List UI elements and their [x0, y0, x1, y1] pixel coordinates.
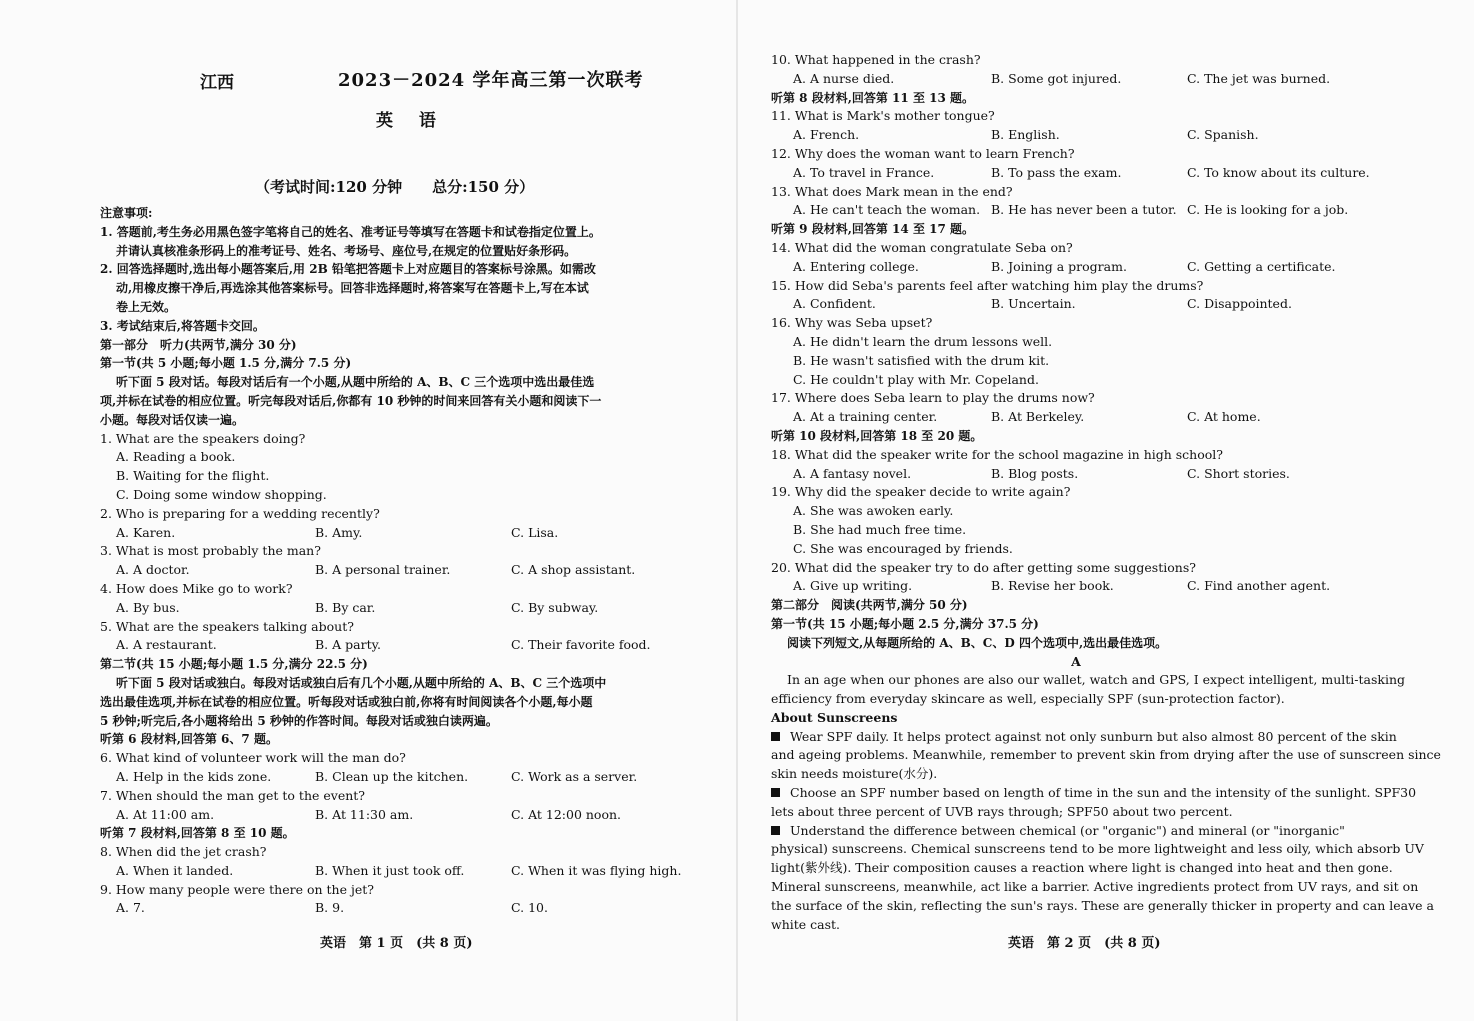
- instruction-line: 听下面 5 段对话。每段对话后有一个小题,从题中所给的 A、B、C 三个选项中选出最佳选: [116, 375, 595, 390]
- instruction-line: 选出最佳选项,并标在试卷的相应位置。听每段对话或独白前,你将有时间阅读各个小题,每小题: [100, 694, 593, 709]
- option-b: B. Waiting for the flight.: [116, 468, 270, 484]
- bullet-text: Understand the difference between chemical (or "organic") and mineral (or "inorganic": [790, 822, 1345, 838]
- option-b: B. He has never been a tutor.: [991, 202, 1177, 218]
- passage-line: [771, 784, 1417, 803]
- section1-heading: 第一节(共 5 小题;每小题 1.5 分,满分 7.5 分): [100, 356, 352, 371]
- material-label: 听第 10 段材料,回答第 18 至 20 题。: [771, 428, 983, 443]
- question-stem: 20. What did the speaker try to do after getting some suggestions?: [771, 559, 1196, 575]
- option-a: A. When it landed.: [116, 862, 234, 878]
- options-row: [771, 465, 1381, 484]
- option-b: B. Some got injured.: [991, 70, 1122, 86]
- option-a: A. He didn't learn the drum lessons well.: [793, 333, 1053, 349]
- material-label: 听第 8 段材料,回答第 11 至 13 题。: [771, 90, 974, 105]
- bullet-square-icon: [771, 788, 780, 797]
- passage-subheading: About Sunscreens: [771, 709, 898, 725]
- options-row: [771, 295, 1381, 314]
- reading-section1-heading: 第一节(共 15 小题;每小题 2.5 分,满分 37.5 分): [771, 616, 1039, 631]
- passage-line: white cast.: [771, 916, 841, 932]
- reading-instruction: 阅读下列短文,从每题所给的 A、B、C、D 四个选项中,选出最佳选项。: [787, 635, 1168, 650]
- bullet-text: Wear SPF daily. It helps protect against not only sunburn but also almost 80 percent of the skin: [790, 728, 1397, 744]
- option-b: B. He wasn't satisfied with the drum kit.: [793, 352, 1050, 368]
- option-a: A. Reading a book.: [116, 449, 236, 465]
- option-a: A. Karen.: [116, 524, 176, 540]
- exam-time-score: （考试时间:120 分钟 总分:150 分）: [255, 178, 535, 196]
- option-c: C. To know about its culture.: [1187, 164, 1370, 180]
- options-row: [771, 201, 1381, 220]
- option-b: B. When it just took off.: [315, 862, 465, 878]
- option-c: C. 10.: [511, 900, 548, 916]
- right-column: [771, 51, 1441, 934]
- options-row: [100, 768, 710, 787]
- options-row: [100, 561, 710, 580]
- options-row: [100, 899, 710, 918]
- option-c: C. By subway.: [511, 599, 599, 615]
- question-stem: 2. Who is preparing for a wedding recently?: [100, 505, 380, 521]
- question-stem: 1. What are the speakers doing?: [100, 430, 306, 446]
- passage-line: and ageing problems. Meanwhile, remember to prevent skin from drying after the use of sunscreen since: [771, 747, 1441, 763]
- question-stem: 6. What kind of volunteer work will the man do?: [100, 750, 406, 766]
- options-row: [100, 524, 710, 543]
- option-b: B. A party.: [315, 637, 381, 653]
- question-stem: 19. Why did the speaker decide to write again?: [771, 484, 1071, 500]
- option-b: B. Uncertain.: [991, 296, 1076, 312]
- option-c: C. He is looking for a job.: [1187, 202, 1349, 218]
- option-b: B. English.: [991, 127, 1060, 143]
- option-c: C. The jet was burned.: [1187, 70, 1331, 86]
- passage-line: [771, 822, 1381, 841]
- part1-heading: 第一部分 听力(共两节,满分 30 分): [100, 337, 297, 352]
- option-c: C. At home.: [1187, 409, 1261, 425]
- question-stem: 14. What did the woman congratulate Seba on?: [771, 239, 1073, 255]
- exam-title: 2023－2024 学年高三第一次联考: [338, 70, 644, 91]
- material-label: 听第 6 段材料,回答第 6、7 题。: [100, 732, 278, 747]
- passage-line: efficiency from everyday skincare as well, especially SPF (sun-protection factor).: [771, 691, 1285, 707]
- option-c: C. Work as a server.: [511, 768, 638, 784]
- option-c: C. Getting a certificate.: [1187, 258, 1336, 274]
- passage-line: In an age when our phones are also our wallet, watch and GPS, I expect intelligent, multi-tasking: [787, 672, 1406, 688]
- option-b: B. At 11:30 am.: [315, 806, 414, 822]
- question-stem: 9. How many people were there on the jet?: [100, 881, 374, 897]
- section2-heading: 第二节(共 15 小题;每小题 1.5 分,满分 22.5 分): [100, 657, 368, 672]
- options-row: [100, 862, 710, 881]
- passage-line: light(紫外线). Their composition causes a reaction where light is changed into heat and then gone.: [771, 860, 1393, 876]
- option-c: C. A shop assistant.: [511, 562, 636, 578]
- option-c: C. Their favorite food.: [511, 637, 651, 653]
- option-c: C. He couldn't play with Mr. Copeland.: [793, 371, 1039, 387]
- option-a: A. Help in the kids zone.: [116, 768, 272, 784]
- option-a: A. Give up writing.: [793, 578, 913, 594]
- option-c: C. She was encouraged by friends.: [793, 540, 1013, 556]
- passage-line: lets about three percent of UVB rays through; SPF50 about two percent.: [771, 803, 1233, 819]
- option-c: C. Find another agent.: [1187, 578, 1331, 594]
- option-a: A. A restaurant.: [116, 637, 217, 653]
- option-c: C. Short stories.: [1187, 465, 1290, 481]
- options-row: [771, 164, 1381, 183]
- question-stem: 7. When should the man get to the event?: [100, 787, 366, 803]
- notice-line: 3. 考试结束后,将答题卡交回。: [100, 318, 265, 333]
- option-a: A. French.: [793, 127, 860, 143]
- exam-subject: 英 语: [376, 111, 446, 131]
- notice-line: 1. 答题前,考生务必用黑色签字笔将自己的姓名、准考证号等填写在答题卡和试卷指定位置上。: [100, 224, 601, 239]
- option-b: B. At Berkeley.: [991, 409, 1085, 425]
- instruction-line: 5 秒钟;听完后,各小题将给出 5 秒钟的作答时间。每段对话或独白读两遍。: [100, 713, 498, 728]
- exam-page-2: [737, 0, 1474, 1021]
- question-stem: 18. What did the speaker write for the school magazine in high school?: [771, 446, 1223, 462]
- question-stem: 17. Where does Seba learn to play the drums now?: [771, 390, 1095, 406]
- option-b: B. 9.: [315, 900, 345, 916]
- option-c: C. Lisa.: [511, 524, 559, 540]
- option-a: A. At a training center.: [793, 409, 938, 425]
- question-stem: 10. What happened in the crash?: [771, 52, 981, 67]
- option-c: C. Spanish.: [1187, 127, 1259, 143]
- option-b: B. To pass the exam.: [991, 164, 1122, 180]
- option-c: C. Doing some window shopping.: [116, 486, 327, 502]
- notice-line: 动,用橡皮擦干净后,再选涂其他答案标号。回答非选择题时,将答案写在答题卡上,写在本试: [116, 281, 589, 296]
- options-row: [771, 126, 1381, 145]
- options-row: [771, 258, 1381, 277]
- left-column: [100, 204, 710, 918]
- instruction-line: 小题。每段对话仅读一遍。: [100, 412, 245, 427]
- bullet-square-icon: [771, 732, 780, 741]
- question-stem: 11. What is Mark's mother tongue?: [771, 108, 995, 124]
- options-row: [771, 70, 1381, 89]
- option-b: B. A personal trainer.: [315, 562, 451, 578]
- part2-heading: 第二部分 阅读(共两节,满分 50 分): [771, 598, 968, 613]
- passage-line: Mineral sunscreens, meanwhile, act like a barrier. Active ingredients protect from UV rays, and sit on: [771, 879, 1419, 895]
- material-label: 听第 7 段材料,回答第 8 至 10 题。: [100, 826, 295, 841]
- question-stem: 16. Why was Seba upset?: [771, 315, 933, 331]
- option-b: B. She had much free time.: [793, 521, 967, 537]
- option-a: A. Confident.: [793, 296, 876, 312]
- exam-region: 江西: [200, 73, 234, 93]
- option-c: C. When it was flying high.: [511, 862, 682, 878]
- option-b: B. Clean up the kitchen.: [315, 768, 469, 784]
- question-stem: 12. Why does the woman want to learn French?: [771, 145, 1075, 161]
- question-stem: 3. What is most probably the man?: [100, 543, 321, 559]
- notice-line: 2. 回答选择题时,选出每小题答案后,用 2B 铅笔把答题卡上对应题目的答案标号涂黑。如需改: [100, 262, 596, 277]
- option-c: C. Disappointed.: [1187, 296, 1292, 312]
- options-row: [771, 408, 1381, 427]
- option-a: A. A fantasy novel.: [793, 465, 912, 481]
- question-stem: 8. When did the jet crash?: [100, 844, 267, 860]
- option-b: B. Revise her book.: [991, 578, 1114, 594]
- passage-line: physical) sunscreens. Chemical sunscreens tend to be more lightweight and less oily, which absorb UV: [771, 841, 1424, 857]
- notice-line: 并请认真核准条形码上的准考证号、姓名、考场号、座位号,在规定的位置贴好条形码。: [116, 243, 577, 258]
- notice-line: 卷上无效。: [116, 299, 177, 314]
- option-c: C. At 12:00 noon.: [511, 806, 621, 822]
- option-a: A. A doctor.: [116, 562, 190, 578]
- question-stem: 15. How did Seba's parents feel after watching him play the drums?: [771, 277, 1204, 293]
- bullet-text: Choose an SPF number based on length of time in the sun and the intensity of the sunlight. SPF30: [790, 785, 1417, 801]
- options-row: [100, 599, 710, 618]
- question-stem: 13. What does Mark mean in the end?: [771, 183, 1013, 199]
- option-a: A. A nurse died.: [793, 70, 895, 86]
- instruction-line: 听下面 5 段对话或独白。每段对话或独白后有几个小题,从题中所给的 A、B、C 三个选项中: [116, 675, 607, 690]
- option-a: A. 7.: [116, 900, 145, 916]
- passage-line: skin needs moisture(水分).: [771, 766, 938, 782]
- option-a: A. She was awoken early.: [793, 503, 954, 519]
- material-label: 听第 9 段材料,回答第 14 至 17 题。: [771, 222, 974, 237]
- option-a: A. At 11:00 am.: [116, 806, 215, 822]
- option-b: B. Amy.: [315, 524, 363, 540]
- instruction-line: 项,并标在试卷的相应位置。听完每段对话后,你都有 10 秒钟的时间来回答有关小题和阅读下一: [100, 393, 602, 408]
- question-stem: 5. What are the speakers talking about?: [100, 618, 354, 634]
- notice-heading: 注意事项:: [100, 206, 153, 220]
- options-row: [100, 806, 710, 825]
- options-row: [100, 636, 710, 655]
- option-a: A. He can't teach the woman.: [793, 202, 981, 218]
- option-a: A. Entering college.: [793, 258, 919, 274]
- question-stem: 4. How does Mike go to work?: [100, 580, 293, 596]
- page-footer: 英语 第 2 页 (共 8 页): [1008, 936, 1161, 951]
- passage-line: [771, 728, 1397, 747]
- passage-label: A: [1071, 653, 1081, 669]
- bullet-square-icon: [771, 826, 780, 835]
- option-a: A. To travel in France.: [793, 164, 935, 180]
- option-b: B. Blog posts.: [991, 465, 1079, 481]
- page-footer: 英语 第 1 页 (共 8 页): [320, 936, 473, 951]
- option-b: B. By car.: [315, 599, 376, 615]
- options-row: [771, 577, 1381, 596]
- option-b: B. Joining a program.: [991, 258, 1127, 274]
- passage-line: the surface of the skin, reflecting the sun's rays. These are generally thicker in property and can leave a: [771, 897, 1434, 913]
- option-a: A. By bus.: [116, 599, 180, 615]
